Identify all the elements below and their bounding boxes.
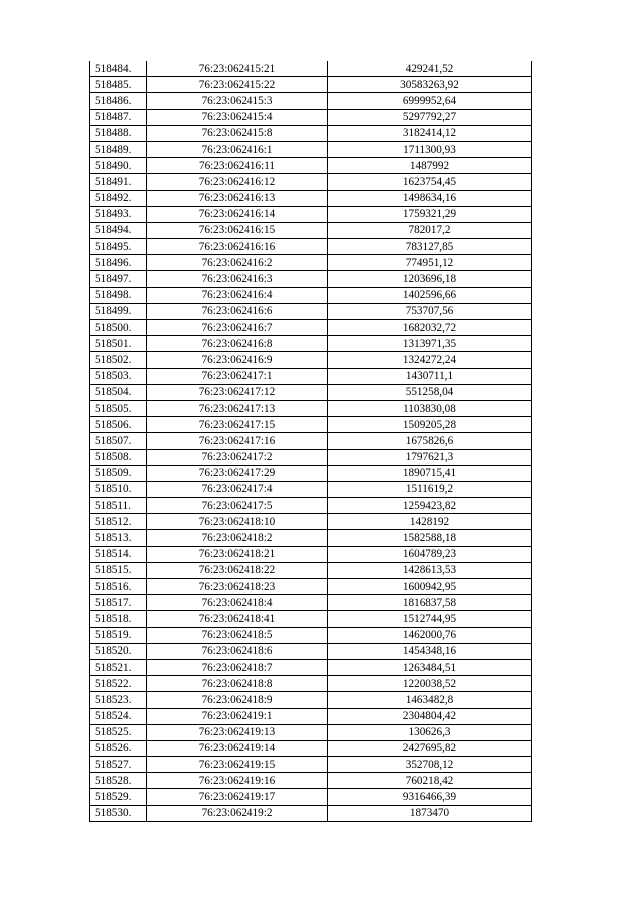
value-cell: 783127,85: [328, 239, 532, 255]
cadastral-number-cell: 76:23:062418:7: [147, 659, 328, 675]
table-row: [90, 579, 532, 595]
cadastral-number-cell: 76:23:062415:4: [147, 109, 328, 125]
row-number-cell: 518506.: [90, 417, 147, 433]
value-cell: 1428613,53: [328, 562, 532, 578]
table-row: [90, 384, 532, 400]
cadastral-number-cell: 76:23:062416:15: [147, 222, 328, 238]
table-row: [90, 562, 532, 578]
value-cell: 1103830,08: [328, 400, 532, 416]
row-number-cell: 518520.: [90, 643, 147, 659]
table-row: [90, 239, 532, 255]
cadastral-number-cell: 76:23:062416:6: [147, 303, 328, 319]
row-number-cell: 518524.: [90, 708, 147, 724]
table-row: [90, 61, 532, 77]
table-row: [90, 222, 532, 238]
value-cell: 1313971,35: [328, 336, 532, 352]
value-cell: 1604789,23: [328, 546, 532, 562]
row-number-cell: 518502.: [90, 352, 147, 368]
value-cell: 1682032,72: [328, 320, 532, 336]
value-cell: 1816837,58: [328, 595, 532, 611]
row-number-cell: 518521.: [90, 659, 147, 675]
row-number-cell: 518515.: [90, 562, 147, 578]
cadastral-number-cell: 76:23:062418:21: [147, 546, 328, 562]
table-row: [90, 708, 532, 724]
table-row: [90, 773, 532, 789]
value-cell: 1487992: [328, 158, 532, 174]
row-number-cell: 518530.: [90, 805, 147, 821]
value-cell: 782017,2: [328, 222, 532, 238]
row-number-cell: 518528.: [90, 773, 147, 789]
cadastral-number-cell: 76:23:062416:4: [147, 287, 328, 303]
table-row: [90, 417, 532, 433]
table-row: [90, 481, 532, 497]
table-row: [90, 757, 532, 773]
table-row: [90, 498, 532, 514]
table-row: [90, 77, 532, 93]
row-number-cell: 518504.: [90, 384, 147, 400]
table-row: [90, 352, 532, 368]
row-number-cell: 518527.: [90, 757, 147, 773]
cadastral-number-cell: 76:23:062419:2: [147, 805, 328, 821]
value-cell: 1511619,2: [328, 481, 532, 497]
row-number-cell: 518509.: [90, 465, 147, 481]
value-cell: 1220038,52: [328, 676, 532, 692]
cadastral-number-cell: 76:23:062418:5: [147, 627, 328, 643]
cadastral-number-cell: 76:23:062416:9: [147, 352, 328, 368]
table-row: [90, 627, 532, 643]
table-row: [90, 174, 532, 190]
value-cell: 1623754,45: [328, 174, 532, 190]
table-row: [90, 109, 532, 125]
cadastral-number-cell: 76:23:062417:2: [147, 449, 328, 465]
table-row: [90, 287, 532, 303]
row-number-cell: 518497.: [90, 271, 147, 287]
cadastral-number-cell: 76:23:062418:4: [147, 595, 328, 611]
row-number-cell: 518508.: [90, 449, 147, 465]
table-body: [90, 61, 532, 821]
value-cell: 753707,56: [328, 303, 532, 319]
value-cell: 6999952,64: [328, 93, 532, 109]
table-row: [90, 271, 532, 287]
cadastral-number-cell: 76:23:062416:1: [147, 141, 328, 157]
value-cell: 1263484,51: [328, 659, 532, 675]
cadastral-number-cell: 76:23:062419:13: [147, 724, 328, 740]
cadastral-number-cell: 76:23:062417:1: [147, 368, 328, 384]
table-row: [90, 659, 532, 675]
row-number-cell: 518485.: [90, 77, 147, 93]
cadastral-number-cell: 76:23:062417:15: [147, 417, 328, 433]
value-cell: 774951,12: [328, 255, 532, 271]
value-cell: 1675826,6: [328, 433, 532, 449]
cadastral-number-cell: 76:23:062418:41: [147, 611, 328, 627]
value-cell: 1402596,66: [328, 287, 532, 303]
row-number-cell: 518500.: [90, 320, 147, 336]
row-number-cell: 518498.: [90, 287, 147, 303]
value-cell: 1797621,3: [328, 449, 532, 465]
cadastral-number-cell: 76:23:062418:9: [147, 692, 328, 708]
table-row: [90, 643, 532, 659]
table-row: [90, 206, 532, 222]
row-number-cell: 518512.: [90, 514, 147, 530]
table-row: [90, 789, 532, 805]
row-number-cell: 518503.: [90, 368, 147, 384]
cadastral-number-cell: 76:23:062416:14: [147, 206, 328, 222]
table-row: [90, 530, 532, 546]
value-cell: 1203696,18: [328, 271, 532, 287]
row-number-cell: 518486.: [90, 93, 147, 109]
row-number-cell: 518525.: [90, 724, 147, 740]
row-number-cell: 518505.: [90, 400, 147, 416]
cadastral-number-cell: 76:23:062416:11: [147, 158, 328, 174]
row-number-cell: 518493.: [90, 206, 147, 222]
table-row: [90, 141, 532, 157]
row-number-cell: 518490.: [90, 158, 147, 174]
row-number-cell: 518499.: [90, 303, 147, 319]
cadastral-number-cell: 76:23:062415:21: [147, 61, 328, 77]
cadastral-value-table: [89, 61, 532, 822]
value-cell: 1324272,24: [328, 352, 532, 368]
cadastral-number-cell: 76:23:062418:6: [147, 643, 328, 659]
value-cell: 1430711,1: [328, 368, 532, 384]
table-row: [90, 449, 532, 465]
cadastral-number-cell: 76:23:062417:5: [147, 498, 328, 514]
row-number-cell: 518518.: [90, 611, 147, 627]
table-row: [90, 255, 532, 271]
row-number-cell: 518511.: [90, 498, 147, 514]
row-number-cell: 518526.: [90, 740, 147, 756]
row-number-cell: 518514.: [90, 546, 147, 562]
table-row: [90, 676, 532, 692]
cadastral-number-cell: 76:23:062416:16: [147, 239, 328, 255]
value-cell: 352708,12: [328, 757, 532, 773]
row-number-cell: 518494.: [90, 222, 147, 238]
cadastral-number-cell: 76:23:062416:12: [147, 174, 328, 190]
row-number-cell: 518489.: [90, 141, 147, 157]
cadastral-number-cell: 76:23:062419:14: [147, 740, 328, 756]
value-cell: 551258,04: [328, 384, 532, 400]
value-cell: 9316466,39: [328, 789, 532, 805]
cadastral-number-cell: 76:23:062416:13: [147, 190, 328, 206]
value-cell: 1600942,95: [328, 579, 532, 595]
cadastral-number-cell: 76:23:062416:8: [147, 336, 328, 352]
cadastral-number-cell: 76:23:062418:22: [147, 562, 328, 578]
value-cell: 130626,3: [328, 724, 532, 740]
value-cell: 2304804,42: [328, 708, 532, 724]
table-row: [90, 93, 532, 109]
table-row: [90, 125, 532, 141]
value-cell: 1463482,8: [328, 692, 532, 708]
row-number-cell: 518495.: [90, 239, 147, 255]
cadastral-number-cell: 76:23:062417:12: [147, 384, 328, 400]
table-row: [90, 158, 532, 174]
value-cell: 1873470: [328, 805, 532, 821]
value-cell: 1498634,16: [328, 190, 532, 206]
value-cell: 760218,42: [328, 773, 532, 789]
row-number-cell: 518507.: [90, 433, 147, 449]
cadastral-number-cell: 76:23:062415:3: [147, 93, 328, 109]
value-cell: 2427695,82: [328, 740, 532, 756]
table-row: [90, 740, 532, 756]
table-row: [90, 805, 532, 821]
cadastral-number-cell: 76:23:062418:8: [147, 676, 328, 692]
value-cell: 429241,52: [328, 61, 532, 77]
value-cell: 1582588,18: [328, 530, 532, 546]
row-number-cell: 518492.: [90, 190, 147, 206]
row-number-cell: 518513.: [90, 530, 147, 546]
row-number-cell: 518488.: [90, 125, 147, 141]
table-row: [90, 336, 532, 352]
cadastral-number-cell: 76:23:062419:15: [147, 757, 328, 773]
row-number-cell: 518517.: [90, 595, 147, 611]
cadastral-number-cell: 76:23:062415:8: [147, 125, 328, 141]
table-row: [90, 320, 532, 336]
cadastral-number-cell: 76:23:062419:16: [147, 773, 328, 789]
row-number-cell: 518510.: [90, 481, 147, 497]
table-row: [90, 692, 532, 708]
row-number-cell: 518487.: [90, 109, 147, 125]
row-number-cell: 518501.: [90, 336, 147, 352]
value-cell: 1462000,76: [328, 627, 532, 643]
value-cell: 1509205,28: [328, 417, 532, 433]
cadastral-number-cell: 76:23:062416:3: [147, 271, 328, 287]
cadastral-number-cell: 76:23:062415:22: [147, 77, 328, 93]
table-row: [90, 433, 532, 449]
cadastral-number-cell: 76:23:062417:29: [147, 465, 328, 481]
row-number-cell: 518529.: [90, 789, 147, 805]
value-cell: 1711300,93: [328, 141, 532, 157]
cadastral-number-cell: 76:23:062417:13: [147, 400, 328, 416]
row-number-cell: 518484.: [90, 61, 147, 77]
row-number-cell: 518522.: [90, 676, 147, 692]
cadastral-number-cell: 76:23:062416:2: [147, 255, 328, 271]
table-row: [90, 368, 532, 384]
table-row: [90, 546, 532, 562]
row-number-cell: 518519.: [90, 627, 147, 643]
cadastral-number-cell: 76:23:062417:4: [147, 481, 328, 497]
table-row: [90, 514, 532, 530]
row-number-cell: 518516.: [90, 579, 147, 595]
cadastral-number-cell: 76:23:062419:17: [147, 789, 328, 805]
table-row: [90, 611, 532, 627]
table-row: [90, 724, 532, 740]
value-cell: 1512744,95: [328, 611, 532, 627]
table-row: [90, 190, 532, 206]
cadastral-number-cell: 76:23:062419:1: [147, 708, 328, 724]
table-row: [90, 595, 532, 611]
cadastral-number-cell: 76:23:062418:10: [147, 514, 328, 530]
cadastral-number-cell: 76:23:062418:23: [147, 579, 328, 595]
value-cell: 1890715,41: [328, 465, 532, 481]
value-cell: 5297792,27: [328, 109, 532, 125]
value-cell: 1259423,82: [328, 498, 532, 514]
row-number-cell: 518496.: [90, 255, 147, 271]
value-cell: 30583263,92: [328, 77, 532, 93]
table-row: [90, 400, 532, 416]
value-cell: 3182414,12: [328, 125, 532, 141]
value-cell: 1759321,29: [328, 206, 532, 222]
row-number-cell: 518523.: [90, 692, 147, 708]
cadastral-number-cell: 76:23:062417:16: [147, 433, 328, 449]
value-cell: 1428192: [328, 514, 532, 530]
table-row: [90, 465, 532, 481]
cadastral-number-cell: 76:23:062418:2: [147, 530, 328, 546]
value-cell: 1454348,16: [328, 643, 532, 659]
table-row: [90, 303, 532, 319]
cadastral-number-cell: 76:23:062416:7: [147, 320, 328, 336]
row-number-cell: 518491.: [90, 174, 147, 190]
